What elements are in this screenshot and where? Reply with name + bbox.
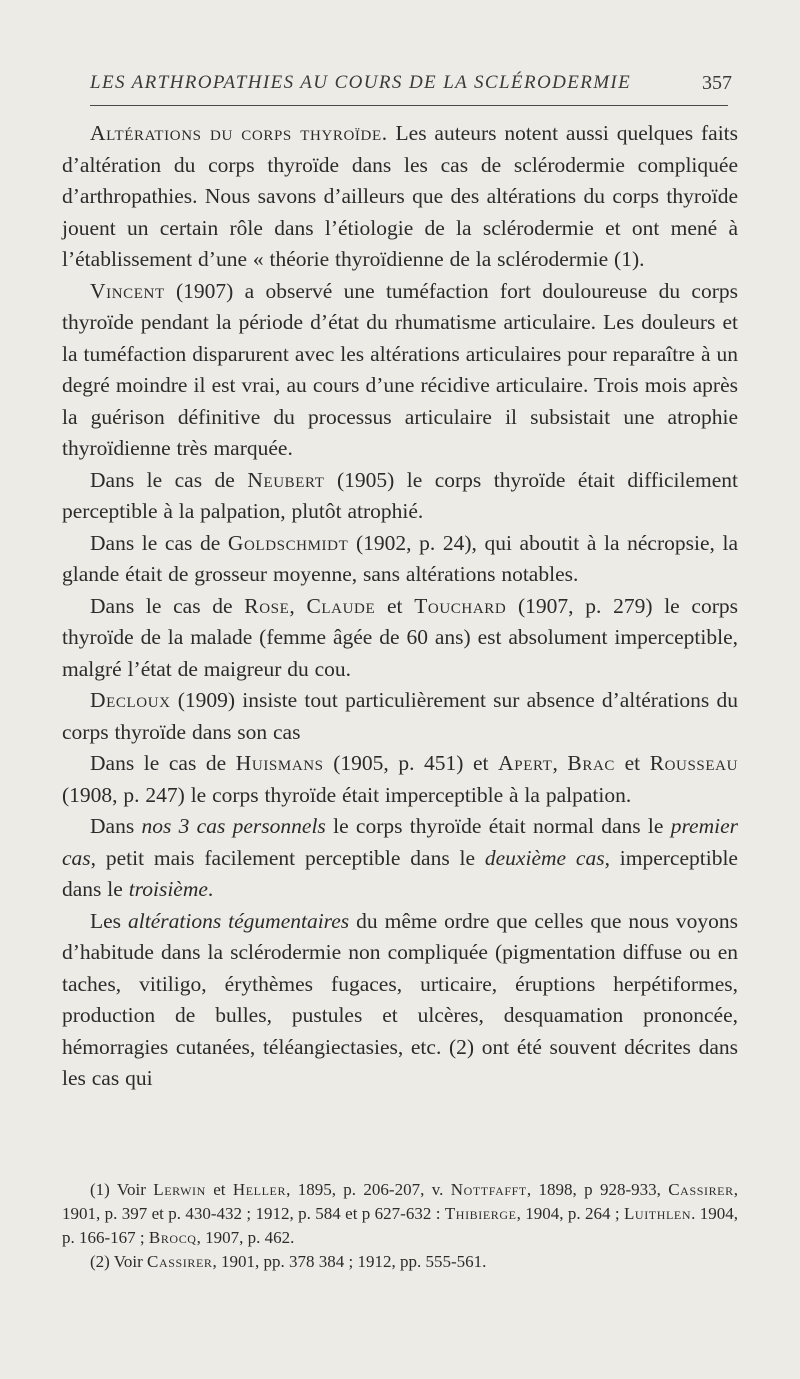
author-name: Huismans bbox=[235, 751, 324, 775]
author-name: Decloux bbox=[90, 688, 171, 712]
footnote-1: (1) Voir Lerwin et Heller, 1895, p. 206-207, v. Nottfafft, 1898, p 928-933, Cassirer, 1901, p. 397 et p. 430-432 ; 1912, p. 584 et p 627-632 : Thibierge, 1904, p. 264 ; Luithlen. 1904, p. 166-167 ; Brocq, 1907, p. 462. bbox=[62, 1180, 738, 1247]
footnote-2: (2) Voir Cassirer, 1901, pp. 378 384 ; 1912, pp. 555-561. bbox=[90, 1252, 487, 1271]
paragraph-goldschmidt: Dans le cas de Goldschmidt (1902, p. 24), qui aboutit à la nécropsie, la glande était de grosseur moyenne, sans altérations notables. bbox=[62, 530, 738, 586]
page-number: 357 bbox=[702, 72, 732, 94]
main-text bbox=[62, 118, 738, 1095]
paragraph-vincent: Vincent (1907) a observé une tuméfaction fort douloureuse du corps thyroïde pendant la période d’état du rhumatisme articulaire. Les douleurs et la tuméfaction disparurent avec les altérations articulaires pour reparaître à un degré moindre il est vrai, au cours d’une récidive articulaire. Trois mois après la guérison définitive du processus articulaire il subsistait une atrophie thyroïdienne très marquée. bbox=[62, 278, 738, 460]
paragraph-neubert: Dans le cas de Neubert (1905) le corps thyroïde était difficilement perceptible à la palpation, plutôt atrophié. bbox=[62, 467, 738, 523]
emphasis: altérations tégumentaires bbox=[128, 908, 350, 933]
page-header bbox=[90, 72, 732, 108]
header-rule bbox=[90, 105, 728, 106]
section-heading: Altérations du corps thyroïde. bbox=[90, 121, 388, 145]
author-name: Rose bbox=[244, 593, 290, 618]
emphasis: nos 3 cas personnels bbox=[141, 814, 326, 838]
footnotes bbox=[62, 1178, 738, 1274]
emphasis: premier cas bbox=[62, 814, 739, 870]
emphasis: deuxième cas bbox=[484, 845, 605, 870]
author-name: Goldschmidt bbox=[227, 530, 349, 555]
author-name: Brac bbox=[567, 751, 615, 775]
paragraph-rose-claude-touchard: Dans le cas de Rose, Claude et Touchard (1907, p. 279) le corps thyroïde de la malade (femme âgée de 60 ans) est absolument imperceptible, malgré l’état de maigreur du cou. bbox=[62, 593, 739, 681]
running-title: LES ARTHROPATHIES AU COURS DE LA SCLÉRODERMIE bbox=[90, 72, 632, 93]
author-name: Claude bbox=[306, 593, 376, 618]
author-name: Touchard bbox=[414, 593, 507, 618]
paragraph-personal-cases: Dans nos 3 cas personnels le corps thyroïde était normal dans le premier cas, petit mais facilement perceptible dans le deuxième cas, imperceptible dans le troisième. bbox=[62, 814, 739, 901]
paragraph-decloux: Decloux (1909) insiste tout particulièrement sur absence d’altérations du corps thyroïde dans son cas bbox=[62, 688, 738, 744]
paragraph-huismans-apert: Dans le cas de Huismans (1905, p. 451) et Apert, Brac et Rousseau (1908, p. 247) le corps thyroïde était imperceptible à la palpation. bbox=[62, 751, 739, 807]
author-name: Neubert bbox=[247, 467, 325, 492]
paragraph-thyroid-intro: Altérations du corps thyroïde. Les auteurs notent aussi quelques faits d’altération du corps thyroïde dans les cas de sclérodermie compliquée d’arthropathies. Nous savons d’ailleurs que des altérations du corps thyroïde jouent un certain rôle dans l’étiologie de la sclérodermie et ont mené à l’établissement d’une « théorie thyroïdienne de la sclérodermie (1). bbox=[62, 121, 739, 271]
paragraph-tegumentary: Les altérations tégumentaires du même ordre que celles que nous voyons d’habitude dans la sclérodermie non compliquée (pigmentation diffuse ou en taches, vitiligo, érythèmes fugaces, urticaire, éruptions herpétiformes, production de bulles, pustules et ulcères, desquamation prononcée, hémorragies cutanées, téléangiectasies, etc. (2) ont été souvent décrites dans les cas qui bbox=[62, 908, 739, 1090]
author-name: Vincent bbox=[90, 278, 165, 303]
author-name: Rousseau bbox=[649, 751, 739, 775]
author-name: Apert bbox=[498, 751, 553, 775]
emphasis: troisième bbox=[128, 877, 208, 901]
